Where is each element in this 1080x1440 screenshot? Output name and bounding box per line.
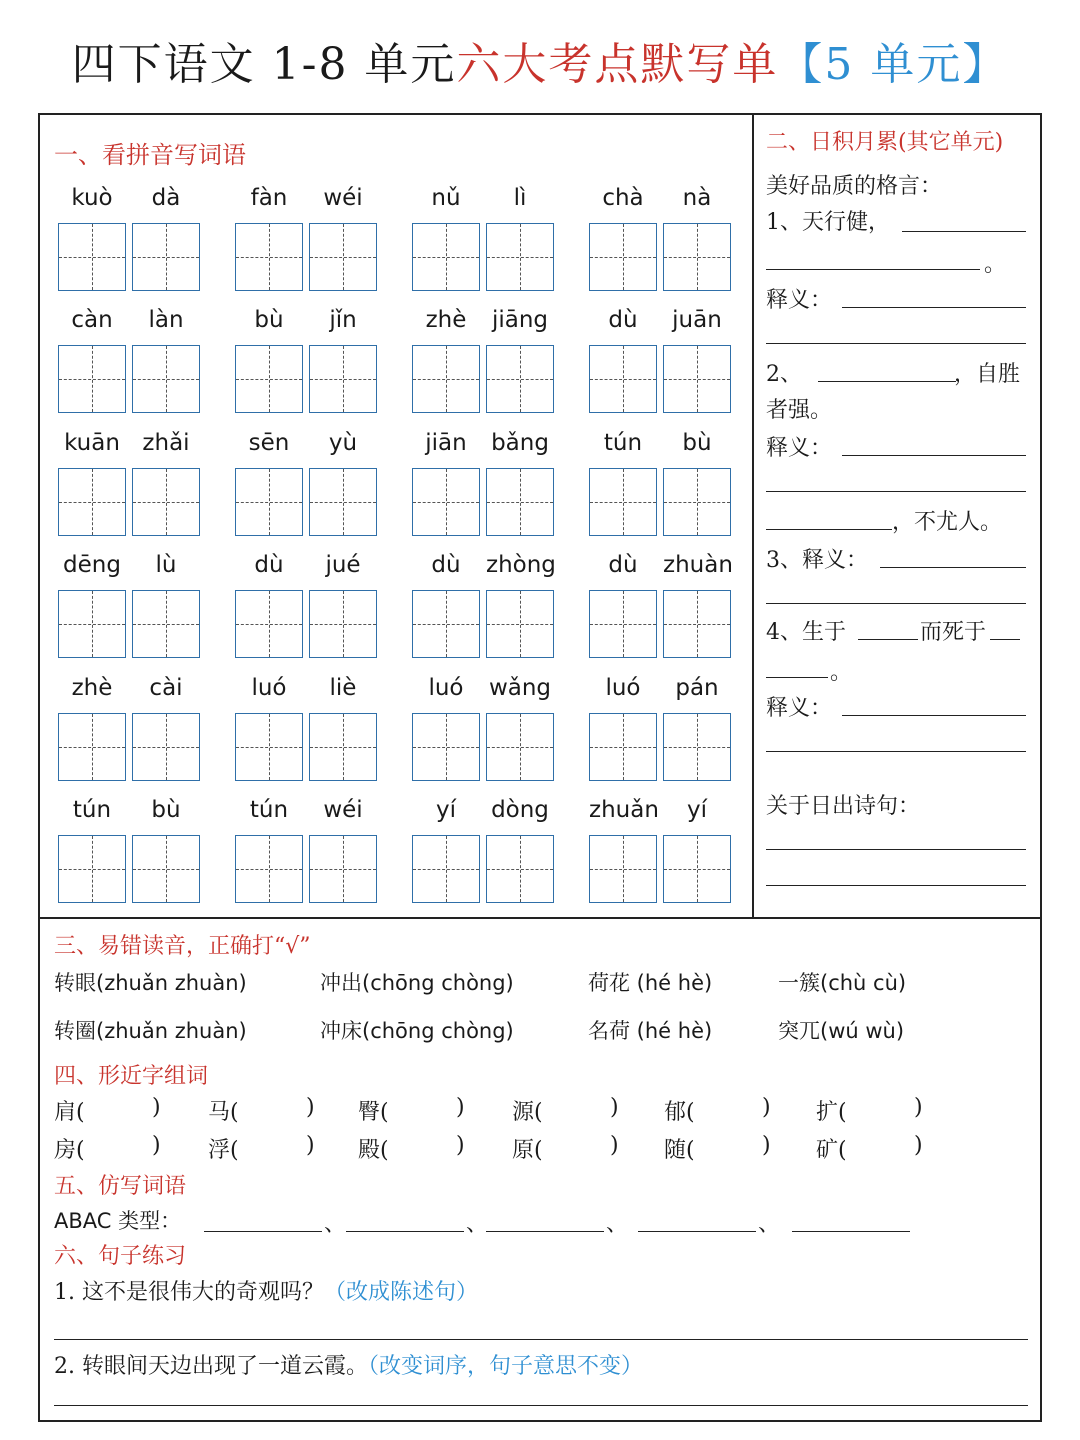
word-box-group [589, 430, 731, 548]
pronunciation-item[interactable]: 突兀(wú wù) [778, 1019, 905, 1043]
section4-title: 四、形近字组词 [54, 1064, 209, 1089]
pinyin-label: tún [72, 797, 112, 823]
answer-line[interactable] [766, 751, 1026, 752]
pinyin-label: chà [602, 185, 644, 211]
answer-line[interactable] [766, 885, 1026, 886]
char-prompt: 肩( [54, 1100, 85, 1125]
writing-cell[interactable] [235, 223, 303, 291]
answer-line[interactable] [54, 1339, 1028, 1340]
pinyin-label: làn [148, 307, 184, 333]
char-prompt: 原( [512, 1138, 543, 1163]
period-mark: 。 [984, 252, 1007, 277]
word-box-group [58, 552, 200, 670]
pinyin-label: luó [428, 675, 464, 701]
char-prompt: 房( [54, 1138, 85, 1163]
word-box-group [412, 430, 554, 548]
close-paren[interactable]: ) [152, 1133, 161, 1158]
title-part-3: 【5 单元】 [778, 39, 1009, 90]
pinyin-label: dù [254, 552, 284, 578]
word-box-group [412, 675, 554, 793]
answer-line[interactable] [204, 1231, 322, 1232]
char-prompt: 源( [512, 1100, 543, 1125]
answer-line[interactable] [792, 1231, 910, 1232]
pinyin-label: dēng [63, 552, 121, 578]
pronunciation-item[interactable]: 荷花 (hé hè) [588, 971, 713, 995]
pinyin-label: nǔ [431, 185, 461, 211]
writing-cell[interactable] [132, 468, 200, 536]
section2-subtitle: 美好品质的格言： [766, 174, 943, 199]
pinyin-label: fàn [250, 185, 288, 211]
meaning-label: 释义： [766, 696, 833, 721]
writing-cell[interactable] [486, 223, 554, 291]
writing-cell[interactable] [486, 468, 554, 536]
word-box-group [412, 797, 554, 915]
pronunciation-item[interactable]: 转圈(zhuǎn zhuàn) [54, 1019, 247, 1043]
writing-cell[interactable] [132, 345, 200, 413]
char-prompt: 扩( [816, 1100, 847, 1125]
question-text: 2. 转眼间天边出现了一道云霞。 [54, 1354, 368, 1379]
title-part-2: 六大考点默写单 [456, 39, 779, 90]
pinyin-label: yí [435, 797, 456, 823]
writing-cell[interactable] [235, 345, 303, 413]
writing-cell[interactable] [486, 835, 554, 903]
char-prompt: 殿( [358, 1138, 389, 1163]
section2-title: 二、日积月累(其它单元) [766, 130, 1004, 155]
pinyin-label: nà [682, 185, 712, 211]
writing-cell[interactable] [589, 713, 657, 781]
meaning-label: 释义： [766, 288, 833, 313]
pronunciation-item[interactable]: 冲出(chōng chòng) [320, 971, 514, 995]
pronunciation-item[interactable]: 冲床(chōng chòng) [320, 1019, 514, 1043]
writing-cell[interactable] [589, 345, 657, 413]
word-box-group [235, 552, 377, 670]
close-paren[interactable]: ) [456, 1133, 465, 1158]
writing-cell[interactable] [132, 590, 200, 658]
pinyin-label: juān [672, 307, 722, 333]
writing-cell[interactable] [58, 223, 126, 291]
maxim-2-suffix: ，自胜 [954, 362, 1021, 387]
pronunciation-item[interactable]: 转眼(zhuǎn zhuàn) [54, 971, 247, 995]
answer-line[interactable] [346, 1231, 464, 1232]
pinyin-label: zhòng [486, 552, 556, 578]
word-box-group [412, 307, 554, 425]
char-prompt: 随( [664, 1138, 695, 1163]
pinyin-label: luó [605, 675, 641, 701]
word-box-group [58, 307, 200, 425]
pinyin-label: sēn [248, 430, 290, 456]
answer-line[interactable] [54, 1405, 1028, 1406]
pinyin-label: bǎng [491, 430, 549, 456]
writing-cell[interactable] [412, 345, 480, 413]
writing-cell[interactable] [589, 835, 657, 903]
close-paren[interactable]: ) [610, 1095, 619, 1120]
writing-cell[interactable] [309, 468, 377, 536]
pinyin-label: wǎng [488, 675, 552, 701]
close-paren[interactable]: ) [610, 1133, 619, 1158]
char-prompt: 浮( [208, 1138, 239, 1163]
writing-cell[interactable] [663, 713, 731, 781]
maxim-4-part-a: 4、生于 [766, 620, 846, 645]
maxim-4-part-b: 而死于 [920, 620, 987, 645]
writing-cell[interactable] [235, 713, 303, 781]
section1-title: 一、看拼音写词语 [54, 141, 246, 169]
separator: 、 [466, 1212, 489, 1237]
answer-line[interactable] [766, 849, 1026, 850]
answer-line[interactable] [902, 231, 1026, 232]
writing-cell[interactable] [663, 835, 731, 903]
pinyin-label: wéi [323, 185, 363, 211]
pinyin-label: lì [513, 185, 527, 211]
writing-cell[interactable] [663, 223, 731, 291]
word-box-group [589, 552, 731, 670]
writing-cell[interactable] [58, 468, 126, 536]
pinyin-label: zhuàn [663, 552, 733, 578]
char-prompt: 矿( [816, 1138, 847, 1163]
answer-line[interactable] [766, 269, 980, 270]
answer-line[interactable] [486, 1231, 604, 1232]
writing-cell[interactable] [412, 223, 480, 291]
pronunciation-item[interactable]: 名荷 (hé hè) [588, 1019, 713, 1043]
worksheet [38, 113, 1042, 1422]
pinyin-label: luó [251, 675, 287, 701]
maxim-2-number: 2、 [766, 362, 802, 387]
pinyin-label: bù [151, 797, 181, 823]
period-mark: 。 [830, 660, 853, 685]
writing-cell[interactable] [309, 345, 377, 413]
close-paren[interactable]: ) [306, 1095, 315, 1120]
maxim-1: 1、天行健， [766, 210, 890, 235]
pinyin-label: zhǎi [142, 430, 190, 456]
close-paren[interactable]: ) [306, 1133, 315, 1158]
section-divider [40, 917, 1040, 919]
question-hint: （改变词序，句子意思不变） [367, 1354, 643, 1379]
pinyin-label: càn [71, 307, 113, 333]
writing-cell[interactable] [589, 468, 657, 536]
writing-cell[interactable] [235, 835, 303, 903]
answer-line[interactable] [766, 529, 892, 530]
question-text: 1. 这不是很伟大的奇观吗？ [54, 1280, 324, 1305]
maxim-3-suffix: ，不尤人。 [892, 510, 1003, 535]
question-hint: （改成陈述句） [323, 1280, 478, 1305]
pinyin-label: zhuǎn [589, 797, 659, 823]
answer-line[interactable] [766, 491, 1026, 492]
pinyin-label: cài [149, 675, 183, 701]
separator: 、 [324, 1212, 347, 1237]
answer-line[interactable] [842, 455, 1026, 456]
writing-cell[interactable] [132, 835, 200, 903]
pinyin-label: jiāng [491, 307, 549, 333]
pinyin-label: dà [151, 185, 181, 211]
word-box-group [58, 185, 200, 303]
meaning-label: 释义： [766, 436, 833, 461]
pinyin-label: dù [608, 552, 638, 578]
word-box-group [589, 185, 731, 303]
writing-cell[interactable] [486, 590, 554, 658]
word-box-group [235, 307, 377, 425]
writing-cell[interactable] [58, 835, 126, 903]
word-box-group [235, 675, 377, 793]
writing-cell[interactable] [412, 713, 480, 781]
pinyin-label: lù [155, 552, 177, 578]
section6-title: 六、句子练习 [54, 1244, 187, 1269]
writing-cell[interactable] [58, 713, 126, 781]
sunrise-poem-label: 关于日出诗句： [766, 794, 921, 819]
section5-title: 五、仿写词语 [54, 1174, 187, 1199]
pinyin-label: dù [608, 307, 638, 333]
word-box-group [235, 185, 377, 303]
writing-cell[interactable] [309, 713, 377, 781]
page-title [0, 28, 1080, 92]
char-prompt: 马( [208, 1100, 239, 1125]
close-paren[interactable]: ) [152, 1095, 161, 1120]
answer-line[interactable] [638, 1231, 756, 1232]
writing-cell[interactable] [309, 835, 377, 903]
writing-cell[interactable] [486, 713, 554, 781]
pinyin-label: tún [249, 797, 289, 823]
maxim-2-continued: 者强。 [766, 398, 833, 423]
word-box-group [58, 675, 200, 793]
close-paren[interactable]: ) [762, 1133, 771, 1158]
writing-cell[interactable] [235, 590, 303, 658]
pinyin-label: dù [431, 552, 461, 578]
writing-cell[interactable] [412, 468, 480, 536]
char-prompt: 郁( [664, 1100, 695, 1125]
section3-title: 三、易错读音，正确打“√” [54, 934, 311, 959]
writing-cell[interactable] [663, 468, 731, 536]
pinyin-label: jiān [425, 430, 467, 456]
pronunciation-item[interactable]: 一簇(chù cù) [778, 971, 907, 995]
pinyin-label: wéi [323, 797, 363, 823]
word-box-group [235, 430, 377, 548]
pinyin-label: zhè [425, 307, 467, 333]
answer-line[interactable] [766, 603, 1026, 604]
answer-line[interactable] [858, 639, 918, 640]
writing-cell[interactable] [132, 223, 200, 291]
answer-line[interactable] [842, 307, 1026, 308]
writing-cell[interactable] [58, 590, 126, 658]
word-box-group [412, 185, 554, 303]
writing-cell[interactable] [589, 223, 657, 291]
writing-cell[interactable] [412, 835, 480, 903]
writing-cell[interactable] [309, 223, 377, 291]
writing-cell[interactable] [132, 713, 200, 781]
pinyin-label: dòng [491, 797, 549, 823]
writing-cell[interactable] [309, 590, 377, 658]
answer-line[interactable] [818, 381, 956, 382]
word-box-group [589, 675, 731, 793]
pinyin-label: kuān [64, 430, 120, 456]
answer-line[interactable] [766, 343, 1026, 344]
pinyin-label: liè [329, 675, 357, 701]
pinyin-label: yí [686, 797, 707, 823]
pinyin-label: yù [328, 430, 358, 456]
char-prompt: 臀( [358, 1100, 389, 1125]
title-part-1: 四下语文 1-8 单元 [71, 39, 457, 90]
word-box-group [589, 797, 731, 915]
pinyin-label: pán [675, 675, 719, 701]
answer-line[interactable] [880, 567, 1026, 568]
writing-cell[interactable] [412, 590, 480, 658]
word-box-group [589, 307, 731, 425]
close-paren[interactable]: ) [456, 1095, 465, 1120]
close-paren[interactable]: ) [914, 1095, 923, 1120]
word-box-group [58, 797, 200, 915]
close-paren[interactable]: ) [762, 1095, 771, 1120]
sentence-question-2 [54, 1349, 643, 1380]
maxim-3-meaning: 3、释义： [766, 548, 868, 573]
answer-line[interactable] [766, 677, 828, 678]
answer-line[interactable] [990, 639, 1020, 640]
word-box-group [235, 797, 377, 915]
pinyin-label: jǐn [329, 307, 357, 333]
pinyin-label: kuò [71, 185, 113, 211]
word-box-group [58, 430, 200, 548]
writing-cell[interactable] [58, 345, 126, 413]
pinyin-label: bù [682, 430, 712, 456]
close-paren[interactable]: ) [914, 1133, 923, 1158]
pinyin-label: bù [254, 307, 284, 333]
pinyin-label: jué [325, 552, 361, 578]
writing-cell[interactable] [486, 345, 554, 413]
column-divider [752, 115, 754, 917]
abac-label: ABAC 类型： [54, 1209, 182, 1233]
separator: 、 [758, 1212, 781, 1237]
answer-line[interactable] [842, 715, 1026, 716]
writing-cell[interactable] [235, 468, 303, 536]
writing-cell[interactable] [663, 345, 731, 413]
separator: 、 [606, 1212, 629, 1237]
pinyin-label: tún [603, 430, 643, 456]
writing-cell[interactable] [663, 590, 731, 658]
word-box-group [412, 552, 554, 670]
sentence-question-1 [54, 1275, 478, 1306]
pinyin-label: zhè [71, 675, 113, 701]
writing-cell[interactable] [589, 590, 657, 658]
